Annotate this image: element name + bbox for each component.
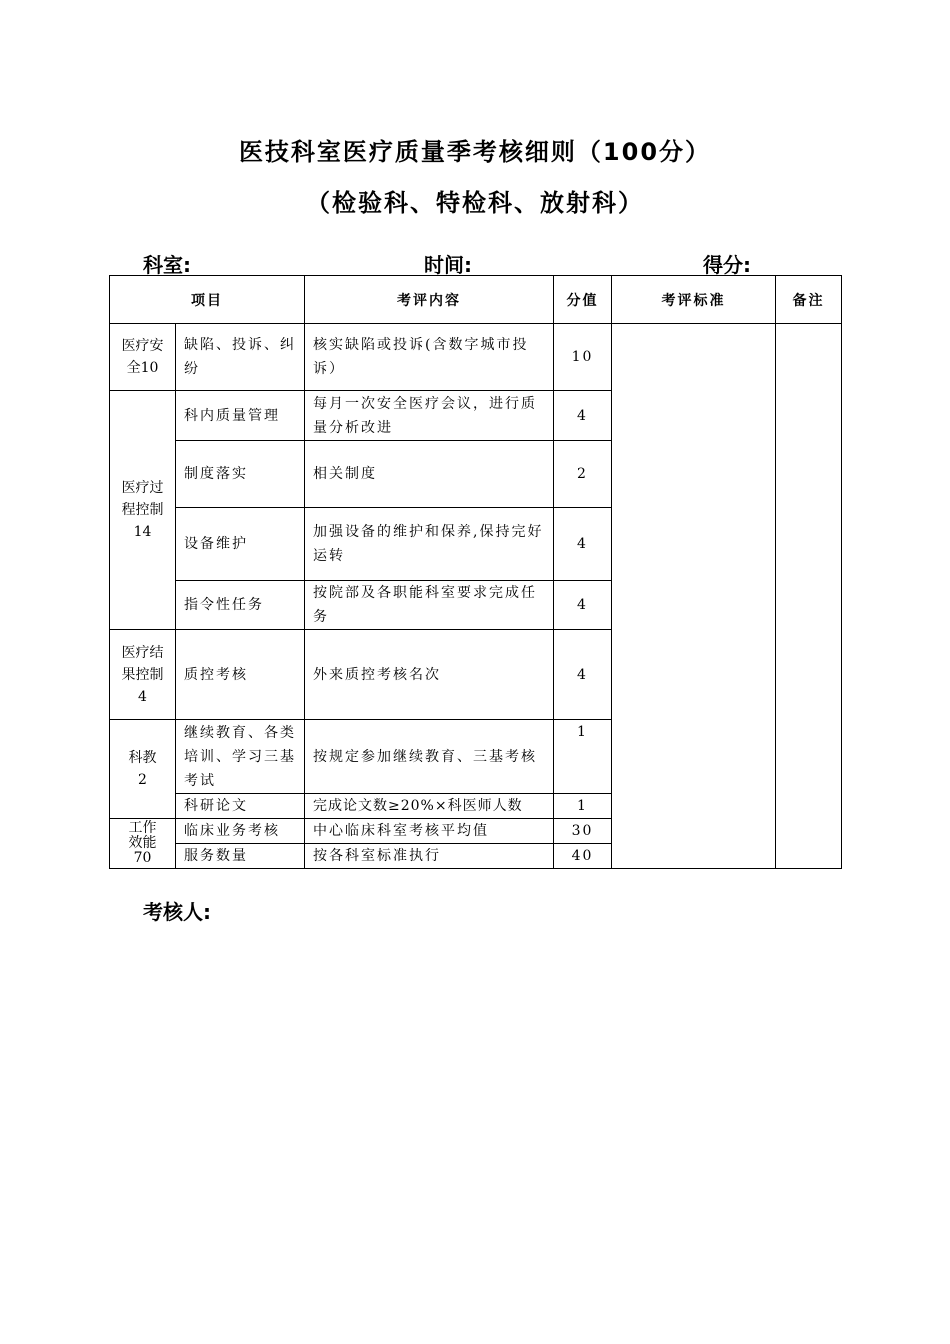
content-cell: 加强设备的维护和保养,保持完好运转 [305, 508, 554, 581]
assessor-label: 考核人: [143, 900, 211, 924]
content-cell: 中心临床科室考核平均值 [305, 819, 554, 844]
col-header-standard: 考评标准 [612, 276, 776, 324]
item-cell: 质控考核 [176, 630, 305, 720]
score-cell: 1 [554, 720, 612, 794]
col-header-content: 考评内容 [305, 276, 554, 324]
content-cell: 按各科室标准执行 [305, 844, 554, 869]
time-label: 时间: [424, 253, 472, 277]
item-cell: 服务数量 [176, 844, 305, 869]
score-cell: 40 [554, 844, 612, 869]
dept-label: 科室: [143, 253, 191, 277]
content-cell: 按院部及各职能科室要求完成任务 [305, 581, 554, 630]
content-cell: 相关制度 [305, 441, 554, 508]
item-cell: 制度落实 [176, 441, 305, 508]
score-cell: 4 [554, 630, 612, 720]
col-header-project: 项目 [110, 276, 305, 324]
item-cell: 指令性任务 [176, 581, 305, 630]
category-efficiency: 工作效能70 [110, 819, 176, 869]
content-cell: 外来质控考核名次 [305, 630, 554, 720]
score-cell: 4 [554, 508, 612, 581]
item-cell: 缺陷、投诉、纠纷 [176, 324, 305, 391]
score-cell: 4 [554, 581, 612, 630]
standard-cell [612, 324, 776, 869]
item-cell: 科内质量管理 [176, 391, 305, 441]
item-cell: 科研论文 [176, 794, 305, 819]
score-cell: 2 [554, 441, 612, 508]
item-cell: 临床业务考核 [176, 819, 305, 844]
score-cell: 4 [554, 391, 612, 441]
content-cell: 按规定参加继续教育、三基考核 [305, 720, 554, 794]
item-cell: 设备维护 [176, 508, 305, 581]
category-process: 医疗过程控制14 [110, 391, 176, 630]
score-cell: 30 [554, 819, 612, 844]
content-cell: 每月一次安全医疗会议，进行质量分析改进 [305, 391, 554, 441]
page-title: 医技科室医疗质量季考核细则（100分） [238, 138, 712, 166]
remark-cell [776, 324, 842, 869]
category-education: 科教2 [110, 720, 176, 819]
assessment-table [109, 275, 842, 869]
table-row [110, 324, 842, 391]
item-cell: 继续教育、各类培训、学习三基考试 [176, 720, 305, 794]
content-cell: 核实缺陷或投诉(含数字城市投诉） [305, 324, 554, 391]
score-cell: 10 [554, 324, 612, 391]
col-header-score: 分值 [554, 276, 612, 324]
score-label: 得分: [703, 253, 751, 277]
score-cell: 1 [554, 794, 612, 819]
table-header-row [110, 276, 842, 324]
col-header-remark: 备注 [776, 276, 842, 324]
category-safety: 医疗安全10 [110, 324, 176, 391]
page-subtitle: （检验科、特检科、放射科） [306, 189, 644, 217]
category-result: 医疗结果控制4 [110, 630, 176, 720]
content-cell: 完成论文数≥20%×科医师人数 [305, 794, 554, 819]
